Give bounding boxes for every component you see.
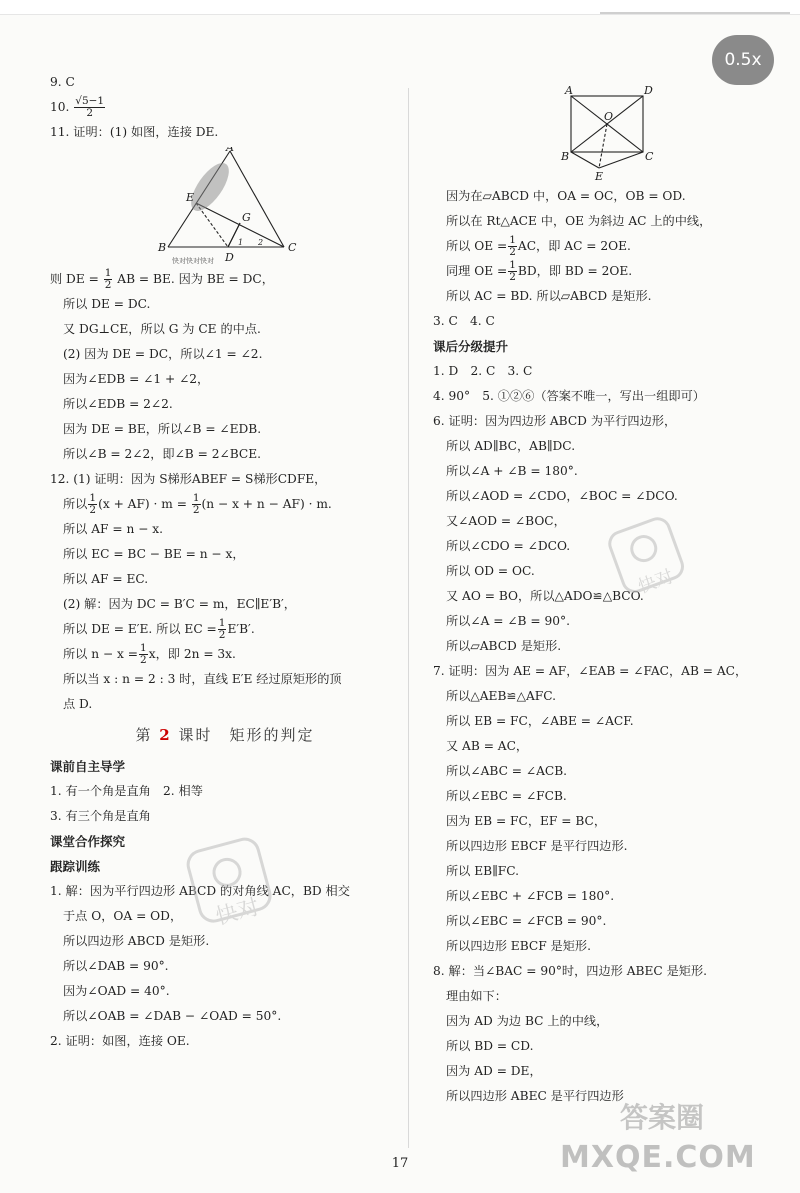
proof-line: 所以∠EBC + ∠FCB = 180°. [446, 889, 615, 903]
proof-line: 又 DG⊥CE，所以 G 为 CE 的中点. [63, 322, 261, 336]
proof-line: 所以∠AOD = ∠CDO，∠BOC = ∠DCO. [446, 489, 678, 503]
proof-line: 所以 OD = OC. [446, 564, 535, 578]
triangle-figure [50, 147, 400, 265]
section-heading: 课前自主导学 [50, 759, 126, 774]
answer-11-intro: 11. 证明：(1) 如图，连接 DE. [50, 125, 219, 139]
answer-line: 4. 90° 5. ①②⑥（答案不唯一，写出一组即可） [433, 389, 705, 403]
proof-line: 所以 EC = BC − BE = n − x， [63, 547, 245, 561]
mxqe-watermark: MXQE.COM [560, 1140, 756, 1175]
proof-line: 因为 AD = DE， [446, 1064, 542, 1078]
rectangle-diagram [433, 82, 778, 182]
fraction: $\frac{1}{2}$ [89, 492, 97, 516]
proof-line: 所以∠ABC = ∠ACB. [446, 764, 568, 778]
proof-line: 因为∠EDB = ∠1 + ∠2， [63, 372, 210, 386]
fraction: $\frac{1}{2}$ [509, 234, 516, 258]
proof-line: 所以在 Rt△ACE 中，OE 为斜边 AC 上的中线， [446, 214, 712, 228]
proof-line: 又∠AOD = ∠BOC， [446, 514, 566, 528]
rectangle-figure [433, 82, 778, 182]
proof-line: 因为 AD 为边 BC 上的中线， [446, 1014, 609, 1028]
fraction: $\frac{√5-1}{2}$ [75, 95, 105, 119]
proof-line: 因为在▱ABCD 中，OA = OC，OB = OD. [446, 189, 686, 203]
answer-line: 2. 证明：如图，连接 OE. [50, 1034, 190, 1048]
proof-line: 所以△AEB≌△AFC. [446, 689, 557, 703]
section-heading: 课堂合作探究 [50, 834, 126, 849]
proof-line: 所以四边形 EBCF 是平行四边形. [446, 839, 628, 853]
label-C: C [645, 150, 654, 163]
proof-line: 所以∠OAB = ∠DAB − ∠OAD = 50°. [63, 1009, 282, 1023]
label-E: E [595, 170, 604, 182]
proof-line: 又 AO = BO，所以△ADO≌△BCO. [446, 589, 644, 603]
page-number: 17 [391, 1156, 409, 1171]
proof-line: 所以∠EBC = ∠FCB = 90°. [446, 914, 607, 928]
proof-line: 于点 O，OA = OD， [63, 909, 183, 923]
proof-line: 所以∠EBC = ∠FCB. [446, 789, 567, 803]
proof-line: 所以 DE = E′E. 所以 EC = $\frac{1}{2}$ E′B′. [63, 617, 255, 641]
answer-10: 10. $\frac{√5-1}{2}$ [50, 95, 105, 119]
fraction: $\frac{1}{2}$ [192, 492, 200, 516]
proof-line: 所以当 x : n = 2 : 3 时，直线 E′E 经过原矩形的顶 [63, 672, 342, 686]
proof-line: 则 DE = $\frac{1}{2}$ AB = BE. 因为 BE = DC， [50, 267, 274, 291]
proof-line: 所以▱ABCD 是矩形. [446, 639, 562, 653]
answer-line: 1. 有一个角是直角 2. 相等 [50, 784, 203, 798]
proof-line: 所以 n − x = $\frac{1}{2}$ x，即 2n = 3x. [63, 642, 236, 666]
proof-line: 所以∠DAB = 90°. [63, 959, 169, 973]
column-divider [408, 88, 409, 1148]
right-column [433, 80, 778, 1109]
proof-line: 所以 EB∥FC. [446, 864, 519, 878]
figure-stamp: 快对快对快对 [172, 257, 214, 265]
top-rule [600, 12, 790, 14]
section-title: 第 2 课时 矩形的判定 [135, 726, 315, 744]
proof-line: 所以∠EDB = 2∠2. [63, 397, 173, 411]
answer-12-intro: 12. (1) 证明：因为 S梯形ABEF = S梯形CDFE， [50, 472, 327, 486]
label-E: E [186, 191, 195, 204]
proof-line: 理由如下： [446, 989, 507, 1003]
proof-line: 所以四边形 ABCD 是矩形. [63, 934, 210, 948]
label-1: 1 [238, 238, 244, 247]
answer-line: 1. 解：因为平行四边形 ABCD 的对角线 AC，BD 相交 [50, 884, 350, 898]
label-G: G [242, 211, 251, 224]
label-A: A [565, 84, 573, 97]
label-C: C [288, 241, 297, 254]
answer-line: 3. C 4. C [433, 314, 495, 328]
proof-line: 所以∠A = ∠B = 90°. [446, 614, 570, 628]
label-B: B [561, 150, 570, 163]
label-2: 2 [258, 238, 264, 247]
proof-line: 所以 AD∥BC，AB∥DC. [446, 439, 576, 453]
triangle-diagram [50, 147, 400, 265]
proof-line: 所以四边形 EBCF 是矩形. [446, 939, 591, 953]
label-A: A [226, 147, 234, 154]
proof-line: 又 AB = AC， [446, 739, 529, 753]
proof-line: 所以∠CDO = ∠DCO. [446, 539, 571, 553]
proof-line: (2) 因为 DE = DC，所以∠1 = ∠2. [63, 347, 263, 361]
kuaidui-watermark: 快对 [180, 831, 280, 936]
answer-line: 8. 解：当∠BAC = 90°时，四边形 ABEC 是矩形. [433, 964, 708, 978]
proof-line: 所以 OE = $\frac{1}{2}$ AC，即 AC = 2OE. [446, 234, 631, 258]
proof-line: 所以∠A + ∠B = 180°. [446, 464, 578, 478]
zoom-level-badge[interactable]: 0.5x [712, 35, 774, 85]
proof-line: 所以 EB = FC，∠ABE = ∠ACF. [446, 714, 634, 728]
section-heading: 跟踪训练 [50, 859, 101, 874]
label-D: D [644, 84, 653, 97]
proof-line: 所以 $\frac{1}{2}$ (x + AF) · m = $\frac{1}{2}$ (n − x + n − AF) · m. [63, 492, 332, 516]
daan-watermark: 答案圈 [620, 1101, 705, 1134]
label-O: O [604, 110, 614, 123]
fraction: $\frac{1}{2}$ [140, 642, 147, 666]
fraction: $\frac{1}{2}$ [509, 259, 516, 283]
answer-line: 3. 有三个角是直角 [50, 809, 151, 823]
answer-9: 9. C [50, 75, 75, 89]
proof-line: 所以四边形 ABEC 是平行四边形 [446, 1089, 624, 1103]
label-D: D [225, 251, 234, 264]
proof-line: 因为 EB = FC，EF = BC， [446, 814, 607, 828]
answer-line: 6. 证明：因为四边形 ABCD 为平行四边形， [433, 414, 677, 428]
proof-line: 所以 DE = DC. [63, 297, 151, 311]
section-heading: 课后分级提升 [433, 339, 509, 354]
proof-line: 所以 BD = CD. [446, 1039, 534, 1053]
proof-line: 所以 AF = EC. [63, 572, 149, 586]
proof-line: 同理 OE = $\frac{1}{2}$ BD，即 BD = 2OE. [446, 259, 633, 283]
answer-line: 1. D 2. C 3. C [433, 364, 533, 378]
fraction: $\frac{1}{2}$ [104, 267, 112, 291]
proof-line: 因为 DE = BE，所以∠B = ∠EDB. [63, 422, 262, 436]
proof-line: 所以 AF = n − x. [63, 522, 164, 536]
answer-line: 7. 证明：因为 AE = AF，∠EAB = ∠FAC，AB = AC， [433, 664, 748, 678]
fraction: $\frac{1}{2}$ [218, 617, 226, 641]
proof-line: 点 D. [63, 697, 93, 711]
proof-line: 所以 AC = BD. 所以▱ABCD 是矩形. [446, 289, 652, 303]
proof-line: 所以∠B = 2∠2，即∠B = 2∠BCE. [63, 447, 261, 461]
proof-line: (2) 解：因为 DC = B′C = m，EC∥E′B′， [63, 597, 296, 611]
label-B: B [158, 241, 167, 254]
proof-line: 因为∠OAD = 40°. [63, 984, 170, 998]
kuaidui-watermark: 快对 [601, 510, 692, 604]
